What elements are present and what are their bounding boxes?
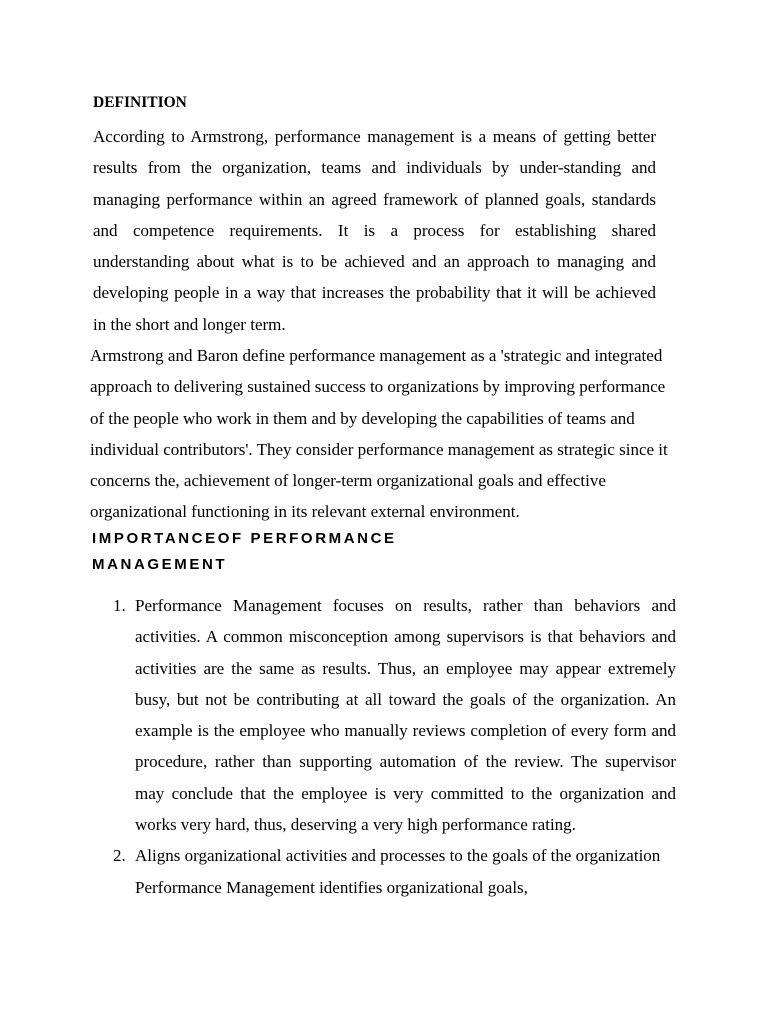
- definition-paragraph-1: According to Armstrong, performance management is a means of getting better results from the organization, teams and individuals by under-standing and managing performance within an agreed framework of planned goals, standards and competence requirements. It is a process for establishing shared understanding about what is to be achieved and an approach to managing and developing people in a way that increases the probability that it will be achieved in the short and longer term.: [93, 127, 656, 334]
- list-item-text: Aligns organizational activities and processes to the goals of the organization Performance Management identifies organizational goals,: [135, 846, 661, 897]
- importance-heading: IMPORTANCEOF PERFORMANCE MANAGEMENT: [92, 530, 397, 573]
- list-item-number: 1.: [113, 596, 126, 615]
- definition-heading: DEFINITION: [93, 94, 187, 111]
- list-item-number: 2.: [113, 846, 126, 866]
- importance-list: [0, 590, 768, 903]
- list-item: [0, 590, 768, 840]
- list-item-text: Performance Management focuses on results, rather than behaviors and activities. A common misconception among supervisors is that behaviors and activities are the same as results. Thus, an employee may appear extremely busy, but not be contributing at all toward the goals of the organization. An example is the employee who manually reviews completion of every form and procedure, rather than supporting automation of the review. The supervisor may conclude that the employee is very committed to the organization and works very hard, thus, deserving a very high performance rating.: [135, 596, 676, 835]
- definition-paragraph-2: Armstrong and Baron define performance management as a 'strategic and integrated approach to delivering sustained success to organizations by improving performance of the people who work in them and by developing the capabilities of teams and individual contributors'. They consider performance management as strategic since it concerns the, achievement of longer-term organizational goals and effective organizational functioning in its relevant external environment.: [90, 346, 668, 522]
- list-item: [0, 840, 768, 903]
